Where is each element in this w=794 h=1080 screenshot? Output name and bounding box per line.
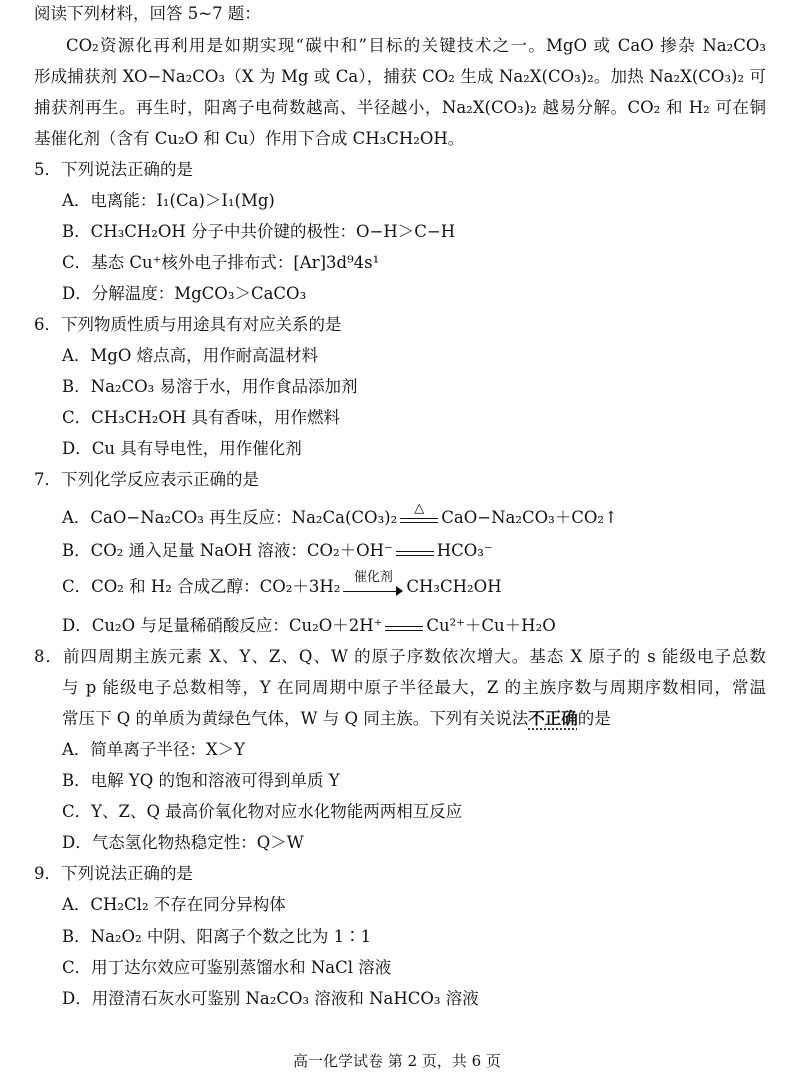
question-9-option-a: A．CH₂Cl₂ 不存在同分异构体: [62, 895, 286, 914]
question-6-option-b: B．Na₂CO₃ 易溶于水，用作食品添加剂: [62, 377, 358, 396]
material-line-3: 捕获剂再生。再生时，阳离子电荷数越高、半径越小，Na₂X(CO₃)₂ 越易分解。CO₂ 和 H₂ 可在铜: [34, 98, 766, 117]
question-9-stem: 9．下列说法正确的是: [34, 864, 193, 883]
question-7-option-a: [62, 500, 618, 530]
question-8-stem-text: 常压下 Q 的单质为黄绿色气体，W 与 Q 同主族。下列有关说法: [62, 709, 529, 728]
question-6-option-d: D．Cu 具有导电性，用作催化剂: [62, 439, 302, 458]
question-9-option-d: D．用澄清石灰水可鉴别 Na₂CO₃ 溶液和 NaHCO₃ 溶液: [62, 989, 479, 1008]
equals-sign: [396, 543, 434, 561]
question-8-option-c: C．Y、Z、Q 最高价氧化物对应水化物能两两相互反应: [62, 802, 463, 821]
material-line-1: CO₂资源化再利用是如期实现“碳中和”目标的关键技术之一。MgO 或 CaO 掺杂 Na₂CO₃: [66, 36, 766, 55]
heat-equals-sign: [400, 500, 438, 528]
question-7-option-c: [62, 569, 502, 599]
question-8-stem-end: 的是: [577, 709, 611, 728]
option-a-product: CaO−Na₂CO₃＋CO₂↑: [441, 508, 618, 527]
catalyst-condition: 催化剂: [353, 569, 393, 585]
option-d-product: Cu²⁺＋Cu＋H₂O: [426, 616, 556, 635]
material-line-2: 形成捕获剂 XO−Na₂CO₃（X 为 Mg 或 Ca），捕获 CO₂ 生成 Na₂X(CO₃)₂。加热 Na₂X(CO₃)₂ 可: [34, 67, 766, 86]
page-footer: 高一化学试卷 第 2 页，共 6 页: [293, 1052, 501, 1070]
question-7-option-b: [62, 539, 493, 563]
material-header: 阅读下列材料，回答 5~7 题：: [34, 4, 261, 23]
question-9-option-c: C．用丁达尔效应可鉴别蒸馏水和 NaCl 溶液: [62, 958, 392, 977]
question-6-stem: 6．下列物质性质与用途具有对应关系的是: [34, 315, 342, 334]
material-line-4: 基催化剂（含有 Cu₂O 和 Cu）作用下合成 CH₃CH₂OH。: [34, 129, 465, 148]
question-8-option-a: A．简单离子半径：X＞Y: [62, 740, 246, 759]
question-6-option-a: A．MgO 熔点高，用作耐高温材料: [62, 346, 319, 365]
question-6-option-c: C．CH₃CH₂OH 具有香味，用作燃料: [62, 408, 341, 427]
question-7-option-d: [62, 614, 556, 638]
question-8-option-d: D．气态氢化物热稳定性：Q＞W: [62, 833, 304, 852]
option-b-product: HCO₃⁻: [436, 541, 493, 560]
question-5-option-b: B．CH₃CH₂OH 分子中共价键的极性：O−H＞C−H: [62, 222, 456, 241]
question-8-stem-line-2: 与 p 能级电子总数相等，Y 在同周期中原子半径最大，Z 的主族序数与周期序数相同，常温: [62, 678, 766, 697]
option-b-reactant: B．CO₂ 通入足量 NaOH 溶液：CO₂＋OH⁻: [62, 541, 393, 560]
option-d-reactant: D．Cu₂O 与足量稀硝酸反应：Cu₂O＋2H⁺: [62, 616, 383, 635]
question-8-stem-line-3: [62, 707, 611, 731]
option-c-reactant: C．CO₂ 和 H₂ 合成乙醇：CO₂＋3H₂: [62, 577, 341, 596]
heat-condition: △: [414, 500, 425, 516]
option-c-product: CH₃CH₂OH: [406, 577, 502, 596]
question-5-stem: 5．下列说法正确的是: [34, 160, 193, 179]
equals-sign: [385, 618, 423, 636]
question-5-option-d: D．分解温度：MgCO₃＞CaCO₃: [62, 284, 307, 303]
question-8-option-b: B．电解 YQ 的饱和溶液可得到单质 Y: [62, 771, 340, 790]
question-5-option-a: A．电离能：I₁(Ca)＞I₁(Mg): [62, 191, 275, 210]
reaction-arrow: [343, 569, 403, 597]
question-8-stem-line-1: 8．前四周期主族元素 X、Y、Z、Q、W 的原子序数依次增大。基态 X 原子的 s 能级电子总数: [34, 647, 766, 666]
question-7-stem: 7．下列化学反应表示正确的是: [34, 470, 259, 489]
emphasis-not-correct: 不正确: [528, 709, 578, 728]
question-5-option-c: C．基态 Cu⁺核外电子排布式：[Ar]3d⁹4s¹: [62, 253, 380, 272]
option-a-reactant: A．CaO−Na₂CO₃ 再生反应：Na₂Ca(CO₃)₂: [62, 508, 398, 527]
question-9-option-b: B．Na₂O₂ 中阴、阳离子个数之比为 1∶1: [62, 927, 372, 946]
